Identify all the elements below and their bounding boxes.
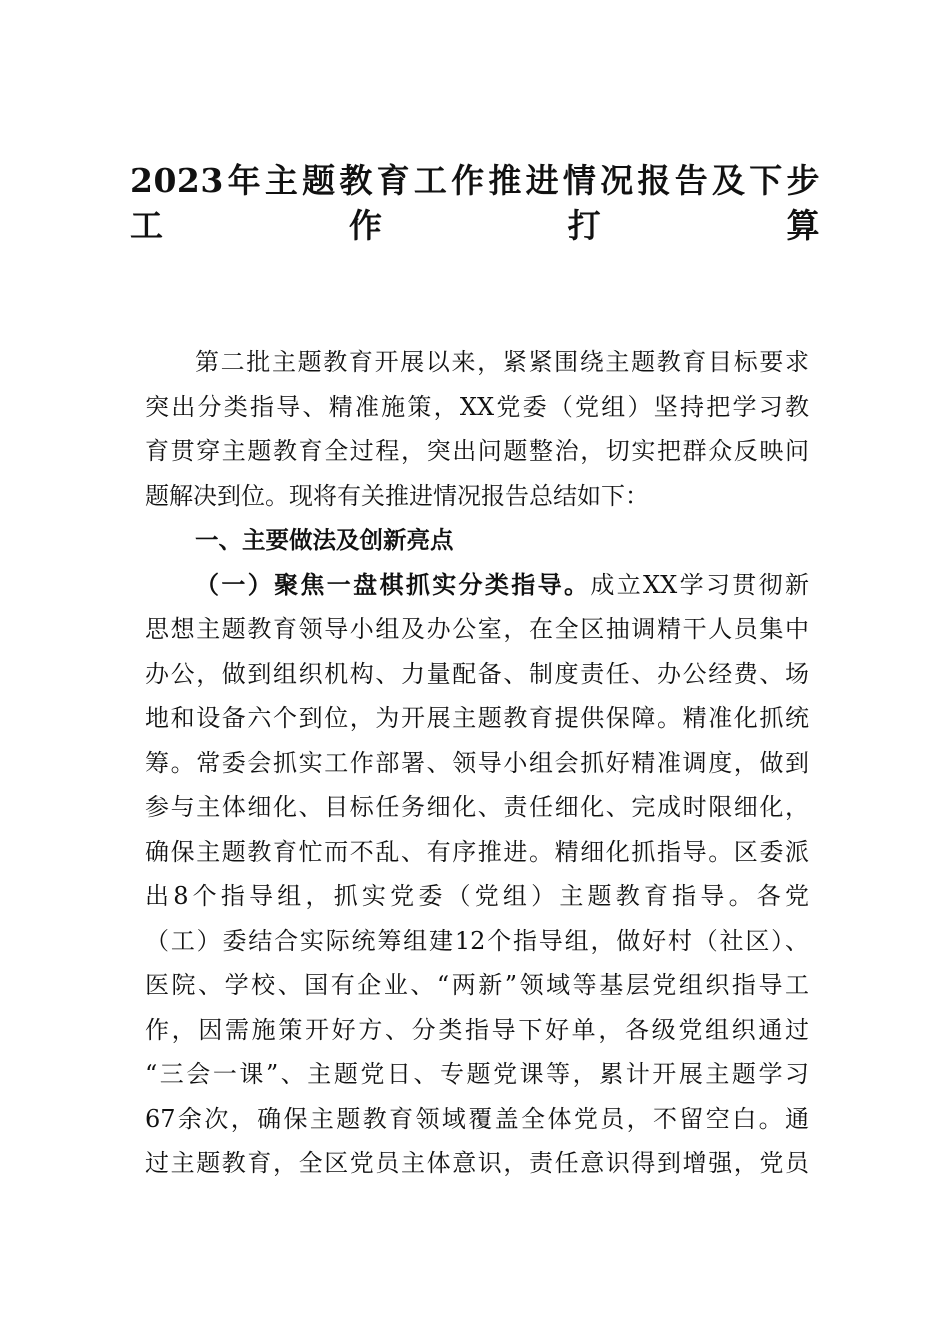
title-line-2: 工作打算 bbox=[130, 205, 820, 245]
document-body bbox=[145, 340, 809, 1186]
intro-line-4: 题解决到位。现将有关推进情况报告总结如下： bbox=[145, 481, 649, 510]
subsection-1-line-4: 地和设备六个到位，为开展主题教育提供保障。精准化抓统 bbox=[145, 704, 809, 732]
subsection-1-line-8: 出8个指导组，抓实党委（党组）主题教育指导。各党 bbox=[145, 882, 809, 910]
subsection-1-line-1 bbox=[145, 563, 809, 608]
intro-line-3: 育贯穿主题教育全过程，突出问题整治，切实把群众反映问 bbox=[145, 437, 809, 465]
subsection-1-heading: （一）聚焦一盘棋抓实分类指导。 bbox=[195, 569, 591, 599]
subsection-1-line-14: 过主题教育，全区党员主体意识，责任意识得到增强，党员 bbox=[145, 1149, 809, 1177]
subsection-1-line-5: 筹。常委会抓实工作部署、领导小组会抓好精准调度，做到 bbox=[145, 748, 809, 777]
subsection-1-line-6: 参与主体细化、目标任务细化、责任细化、完成时限细化， bbox=[145, 793, 809, 821]
subsection-1-first-rest: 成立XX学习贯彻新 bbox=[590, 570, 810, 599]
title-line-1: 2023年主题教育工作推进情况报告及下步 bbox=[130, 161, 820, 200]
intro-line-2: 突出分类指导、精准施策，XX党委（党组）坚持把学习教 bbox=[145, 392, 809, 421]
section-heading-1: 一、主要做法及创新亮点 bbox=[195, 526, 454, 554]
subsection-1-line-2: 思想主题教育领导小组及办公室，在全区抽调精干人员集中 bbox=[145, 615, 809, 643]
subsection-1-line-3: 办公，做到组织机构、力量配备、制度责任、办公经费、场 bbox=[145, 659, 809, 688]
subsection-1-line-7: 确保主题教育忙而不乱、有序推进。精细化抓指导。区委派 bbox=[145, 837, 809, 866]
subsection-1-line-12: “三会一课”、主题党日、专题党课等，累计开展主题学习 bbox=[145, 1060, 809, 1088]
subsection-1-line-11: 作，因需施策开好方、分类指导下好单，各级党组织通过 bbox=[145, 1015, 809, 1044]
subsection-1-line-13: 67余次，确保主题教育领域覆盖全体党员，不留空白。通 bbox=[145, 1104, 809, 1133]
intro-line-1: 第二批主题教育开展以来，紧紧围绕主题教育目标要求 bbox=[195, 348, 809, 376]
subsection-1-line-9: （工）委结合实际统筹组建12个指导组，做好村（社区）、 bbox=[145, 926, 809, 955]
subsection-1-line-10: 医院、学校、国有企业、“两新”领域等基层党组织指导工 bbox=[145, 971, 809, 999]
document-title bbox=[130, 150, 820, 245]
